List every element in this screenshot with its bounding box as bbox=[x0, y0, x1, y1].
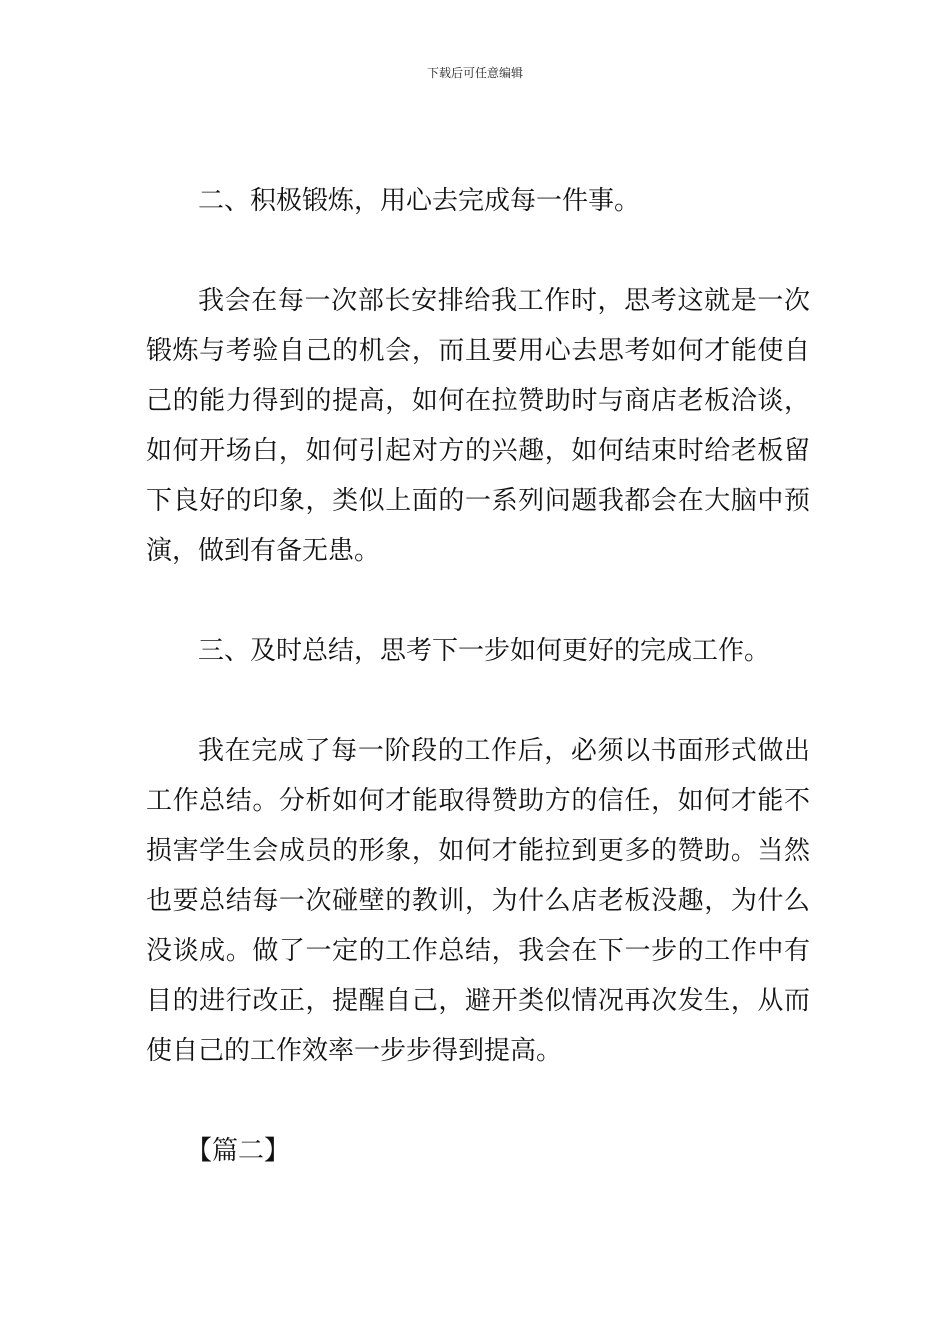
document-body bbox=[146, 176, 810, 1176]
section-heading-2: 二、积极锻炼，用心去完成每一件事。 bbox=[198, 186, 641, 216]
body-paragraph-2: 我会在每一次部长安排给我工作时，思考这就是一次锻炼与考验自己的机会，而且要用心去思考如何才能使自己的能力得到的提高，如何在拉赞助时与商店老板洽谈，如何开场白，如何引起对方的兴趣，如何结束时给老板留下良好的印象，类似上面的一系列问题我都会在大脑中预演，做到有备无患。 bbox=[146, 286, 810, 566]
section-label: 【篇二】 bbox=[186, 1136, 291, 1166]
paragraph-gap bbox=[146, 676, 810, 726]
body-paragraph-3: 我在完成了每一阶段的工作后，必须以书面形式做出工作总结。分析如何才能取得赞助方的信任，如何才能不损害学生会成员的形象，如何才能拉到更多的赞助。当然也要总结每一次碰壁的教训，为什么店老板没趣，为什么没谈成。做了一定的工作总结，我会在下一步的工作中有目的进行改正，提醒自己，避开类似情况再次发生，从而使自己的工作效率一步步得到提高。 bbox=[146, 736, 810, 1066]
paragraph-gap bbox=[146, 576, 810, 626]
paragraph-gap bbox=[146, 226, 810, 276]
header-note: 下载后可任意编辑 bbox=[426, 66, 523, 80]
paragraph-gap bbox=[146, 1076, 810, 1126]
section-heading-3: 三、及时总结，思考下一步如何更好的完成工作。 bbox=[198, 636, 771, 666]
